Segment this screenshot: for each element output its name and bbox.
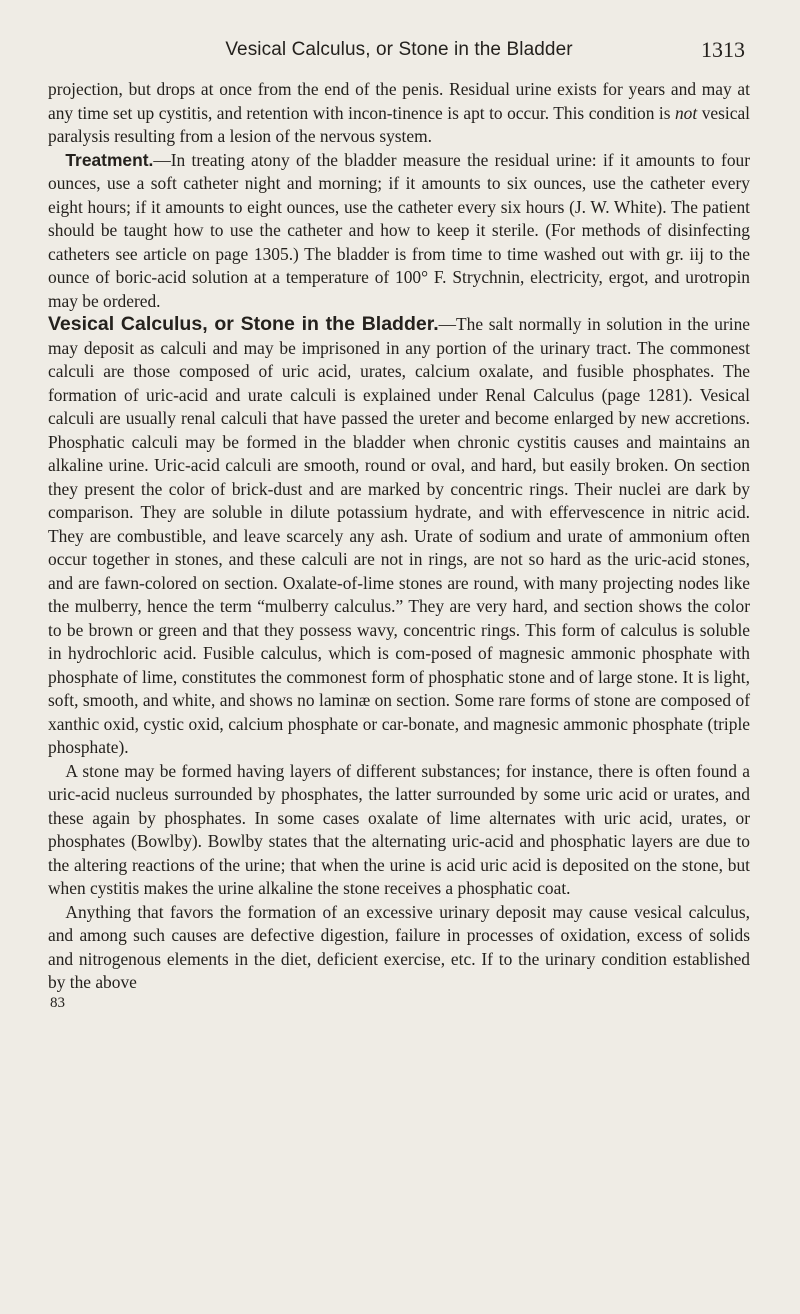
paragraph-vesical-calculus: [48, 313, 750, 760]
section-heading-treatment: Treatment.: [65, 149, 154, 170]
paragraph-causes: [48, 901, 750, 995]
paragraph-text: vesical paralysis resulting from a lesion of the nervous system.: [48, 102, 750, 146]
body-text: [48, 78, 750, 995]
running-head-title: Vesical Calculus, or Stone in the Bladder: [225, 39, 573, 60]
book-page: [48, 30, 750, 1011]
paragraph-text: A stone may be formed having layers of different substances; for instance, there is often found a uric-acid nucleus surrounded by phosphates, the latter surrounded by some uric acid or urates, and these again by phosphates. In some cases oxalate of lime alternates with uric acid, urates, or phosphates (Bowlby). Bowlby states that the alternating uric-acid and phosphatic layers are due to the altering reactions of the urine; that when the urine is acid uric acid is deposited on the stone, but when cystitis makes the urine alkaline the stone receives a phosphatic coat.: [48, 760, 750, 898]
page-number: 1313: [701, 37, 745, 62]
paragraph-layered-stone: [48, 760, 750, 901]
paragraph-text: projection, but drops at once from the end of the penis. Residual urine exists for years and may at any time set up cystitis, and retention with incon-tinence is apt to occur. This condition is: [48, 79, 750, 123]
section-heading-vesical-calculus: Vesical Calculus, or Stone in the Bladder.: [48, 313, 439, 335]
paragraph-continuation: [48, 78, 750, 149]
paragraph-text: Anything that favors the formation of an excessive urinary deposit may cause vesical calculus, and among such causes are defective digestion, failure in processes of oxidation, excess of solids and nitrogenous elements in the diet, deficient exercise, etc. If to the urinary condition established by the above: [48, 901, 750, 992]
signature-mark: 83: [50, 994, 65, 1011]
emphasis-text: not: [674, 102, 698, 123]
paragraph-text: —The salt normally in solution in the urine may deposit as calculi and may be imprisoned in any portion of the urinary tract. The commonest calculi are those composed of uric acid, urates, calcium oxalate, and fusible phosphates. The formation of uric-acid and urate calculi is explained under Renal Calculus (page 1281). Vesical calculi are usually renal calculi that have passed the ureter and become enlarged by new accretions. Phosphatic calculi may be formed in the bladder when chronic cystitis causes and maintains an alkaline urine. Uric-acid calculi are smooth, round or oval, and hard, but easily broken. On section they present the color of brick-dust and are marked by concentric rings. Their nuclei are dark by comparison. They are soluble in dilute potassium hydrate, and with effervescence in nitric acid. They are combustible, and leave scarcely any ash. Urate of sodium and urate of ammonium often occur together in stones, and these calculi are not in rings, are not so hard as the uric-acid stones, and are fawn-colored on section. Oxalate-of-lime stones are round, with many projecting nodes like the mulberry, hence the term “mulberry calculus.” They are very hard, and section shows the color to be brown or green and that they possess wavy, concentric rings. This form of calculus is soluble in hydrochloric acid. Fusible calculus, which is com-posed of magnesic ammonic phosphate with phosphate of lime, constitutes the commonest form of phosphatic stone and of large stone. It is light, soft, smooth, and white, and shows no laminæ on section. Some rare forms of stone are composed of xanthic oxid, cystic oxid, calcium phosphate or car-bonate, and magnesic ammonic phosphate (triple phosphate).: [48, 314, 750, 757]
running-head: [48, 30, 750, 70]
paragraph-text: —In treating atony of the bladder measure the residual urine: if it amounts to four ounces, use a soft catheter night and morning; if it amounts to six ounces, use the catheter every eight hours; if it amounts to eight ounces, use the catheter every six hours (J. W. White). The patient should be taught how to use the catheter and how to keep it sterile. (For methods of disinfecting catheters see article on page 1305.) The bladder is from time to time washed out with gr. iij to the ounce of boric-acid solution at a temperature of 100° F. Strychnin, electricity, ergot, and urotropin may be ordered.: [48, 149, 750, 311]
paragraph-treatment: [48, 149, 750, 314]
